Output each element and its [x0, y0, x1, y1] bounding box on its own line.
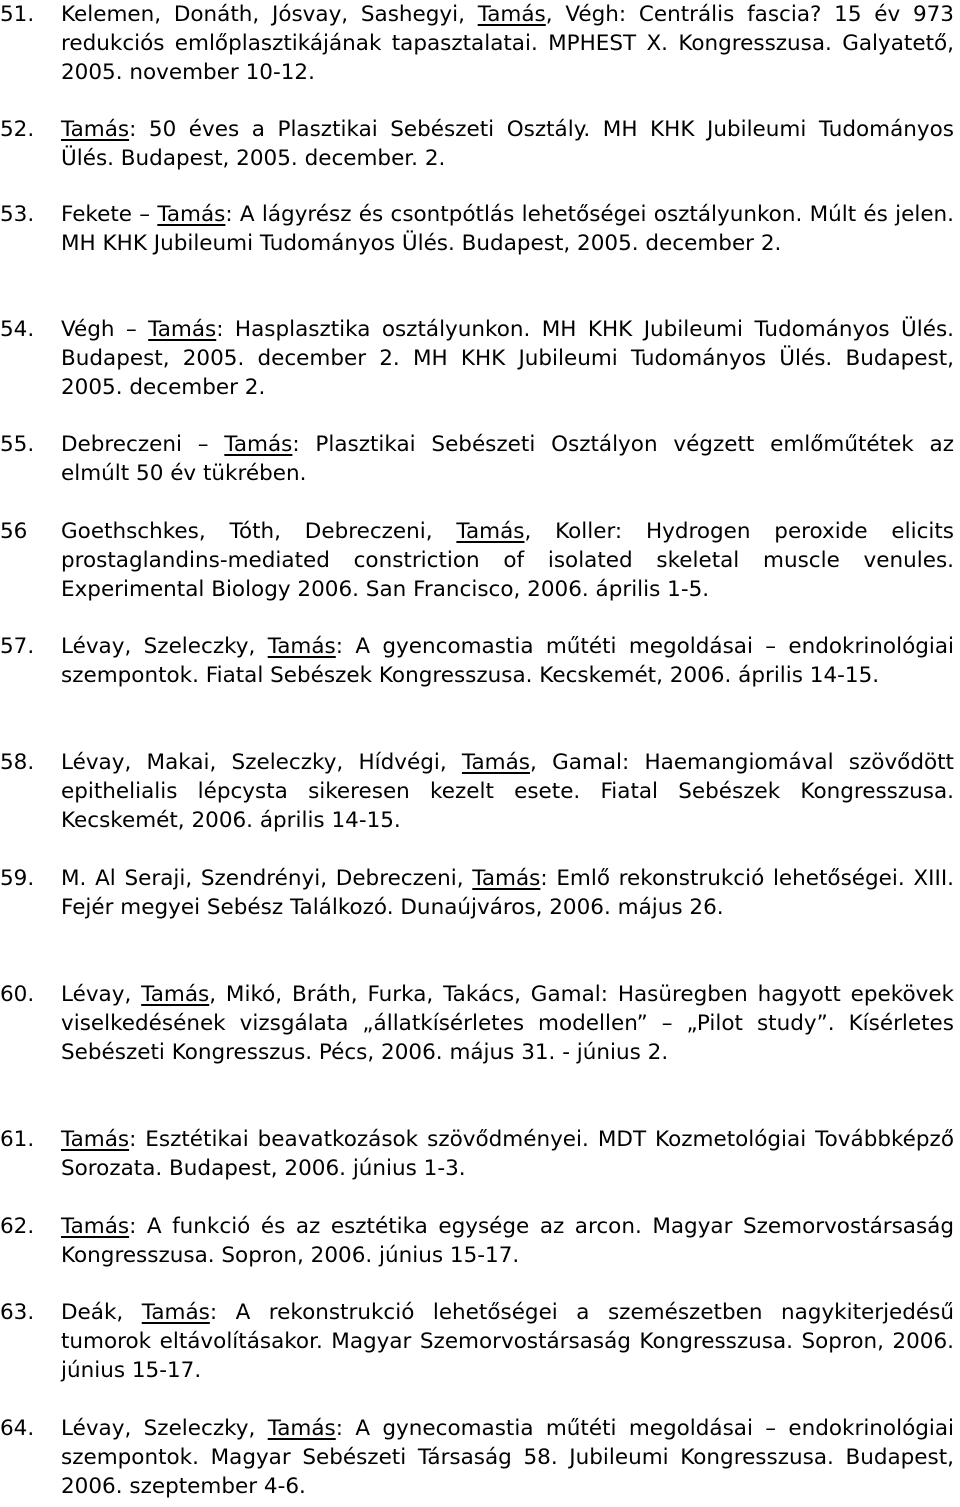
citation-text: Fekete –: [61, 202, 158, 227]
highlighted-author: Tamás: [61, 1214, 130, 1239]
highlighted-author: Tamás: [141, 1300, 210, 1325]
citation-text: Goethschkes, Tóth, Debreczeni,: [61, 519, 457, 544]
publication-entry: [0, 980, 960, 1067]
entry-citation: [61, 866, 954, 920]
entry-citation: [61, 317, 954, 400]
highlighted-author: Tamás: [472, 866, 541, 891]
highlighted-author: Tamás: [157, 202, 226, 227]
highlighted-author: Tamás: [477, 2, 546, 27]
publication-entry: [0, 864, 960, 922]
entry-number: 54.: [0, 317, 35, 342]
highlighted-author: Tamás: [267, 1416, 336, 1441]
publication-entry: [0, 632, 960, 690]
entry-number: 64.: [0, 1416, 35, 1441]
entry-citation: [61, 982, 954, 1065]
entry-number: 61.: [0, 1127, 35, 1152]
citation-text: : 50 éves a Plasztikai Sebészeti Osztály. MH KHK Jubileumi Tudományos Ülés. Budapest, 2005. december. 2.: [61, 117, 954, 171]
entry-citation: [61, 1127, 954, 1181]
citation-text: Lévay, Szeleczky,: [61, 634, 268, 659]
highlighted-author: Tamás: [461, 750, 530, 775]
entry-number: 57.: [0, 634, 35, 659]
entry-citation: [61, 1416, 954, 1499]
entry-number: 53.: [0, 202, 35, 227]
publication-entry: [0, 1414, 960, 1501]
entry-number: 56: [0, 519, 28, 544]
publication-entry: [0, 0, 960, 87]
entry-number: 62.: [0, 1214, 35, 1239]
entry-citation: [61, 202, 954, 256]
entry-number: 52.: [0, 117, 35, 142]
highlighted-author: Tamás: [456, 519, 525, 544]
citation-text: Deák,: [61, 1300, 142, 1325]
publication-entry: [0, 115, 960, 173]
publication-entry: [0, 200, 960, 258]
entry-number: 60.: [0, 982, 35, 1007]
citation-text: , Koller: Hydrogen peroxide elicits prostaglandins-mediated constriction of isolated skeletal muscle venules. Experimental Biology 2006. San Francisco, 2006. április 1-5.: [61, 519, 954, 602]
citation-text: Lévay, Szeleczky,: [61, 1416, 268, 1441]
entry-citation: [61, 634, 954, 688]
entry-citation: [61, 432, 954, 486]
highlighted-author: Tamás: [61, 117, 130, 142]
entry-citation: [61, 1300, 954, 1383]
citation-text: Kelemen, Donáth, Jósvay, Sashegyi,: [61, 2, 478, 27]
entry-number: 51.: [0, 2, 35, 27]
citation-text: Debreczeni –: [61, 432, 225, 457]
citation-text: : A lágyrész és csontpótlás lehetőségei osztályunkon. Múlt és jelen. MH KHK Jubileumi Tudományos Ülés. Budapest, 2005. december 2.: [61, 202, 955, 256]
citation-text: M. Al Seraji, Szendrényi, Debreczeni,: [61, 866, 473, 891]
entry-citation: [61, 2, 954, 85]
entry-number: 63.: [0, 1300, 35, 1325]
highlighted-author: Tamás: [141, 982, 210, 1007]
entry-citation: [61, 519, 954, 602]
entry-number: 55.: [0, 432, 35, 457]
citation-text: : A gyencomastia műtéti megoldásai – endokrinológiai szempontok. Fiatal Sebészek Kongresszusa. Kecskemét, 2006. április 14-15.: [61, 634, 954, 688]
citation-text: : A rekonstrukció lehetőségei a szemészetben nagykiterjedésű tumorok eltávolításakor. Magyar Szemorvostársaság Kongresszusa. Sopron, 2006. június 15-17.: [61, 1300, 954, 1383]
citation-text: Lévay, Makai, Szeleczky, Hídvégi,: [61, 750, 462, 775]
entry-number: 59.: [0, 866, 35, 891]
entry-citation: [61, 750, 954, 833]
publication-entry: [0, 430, 960, 488]
highlighted-author: Tamás: [224, 432, 293, 457]
publication-entry: [0, 748, 960, 835]
publication-entry: [0, 315, 960, 402]
entry-citation: [61, 117, 954, 171]
citation-text: : A funkció és az esztétika egysége az arcon. Magyar Szemorvostársaság Kongresszusa. Sopron, 2006. június 15-17.: [61, 1214, 954, 1268]
citation-text: : Hasplasztika osztályunkon. MH KHK Jubileumi Tudományos Ülés. Budapest, 2005. december 2. MH KHK Jubileumi Tudományos Ülés. Budapest, 2005. december 2.: [61, 317, 954, 400]
citation-text: , Gamal: Haemangiomával szövődött epithelialis lépcysta sikeresen kezelt esete. Fiatal Sebészek Kongresszusa. Kecskemét, 2006. április 14-15.: [61, 750, 954, 833]
citation-text: : Esztétikai beavatkozások szövődményei. MDT Kozmetológiai Továbbképző Sorozata. Budapest, 2006. június 1-3.: [61, 1127, 954, 1181]
citation-text: : A gynecomastia műtéti megoldásai – endokrinológiai szempontok. Magyar Sebészeti Társaság 58. Jubileumi Kongresszusa. Budapest, 2006. szeptember 4-6.: [61, 1416, 954, 1499]
entry-citation: [61, 1214, 954, 1268]
citation-text: Lévay,: [61, 982, 142, 1007]
citation-text: Végh –: [61, 317, 149, 342]
publication-entry: [0, 1212, 960, 1270]
citation-text: , Mikó, Bráth, Furka, Takács, Gamal: Hasüregben hagyott epekövek viselkedésének vizsgálata „állatkísérletes modellen” – „Pilot study”. Kísérletes Sebészeti Kongresszus. Pécs, 2006. május 31. - június 2.: [61, 982, 954, 1065]
publication-entry: [0, 1125, 960, 1183]
publication-entry: [0, 1298, 960, 1385]
citation-text: : Emlő rekonstrukció lehetőségei. XIII. Fejér megyei Sebész Találkozó. Dunaújváros, 2006. május 26.: [61, 866, 954, 920]
highlighted-author: Tamás: [267, 634, 336, 659]
highlighted-author: Tamás: [61, 1127, 130, 1152]
publication-entry: [0, 517, 960, 604]
citation-text: , Végh: Centrális fascia? 15 év 973 redukciós emlőplasztikájának tapasztalatai. MPHEST X. Kongresszusa. Galyatető, 2005. november 10-12.: [61, 2, 954, 85]
citation-text: : Plasztikai Sebészeti Osztályon végzett emlőműtétek az elmúlt 50 év tükrében.: [61, 432, 954, 486]
entry-number: 58.: [0, 750, 35, 775]
highlighted-author: Tamás: [148, 317, 217, 342]
